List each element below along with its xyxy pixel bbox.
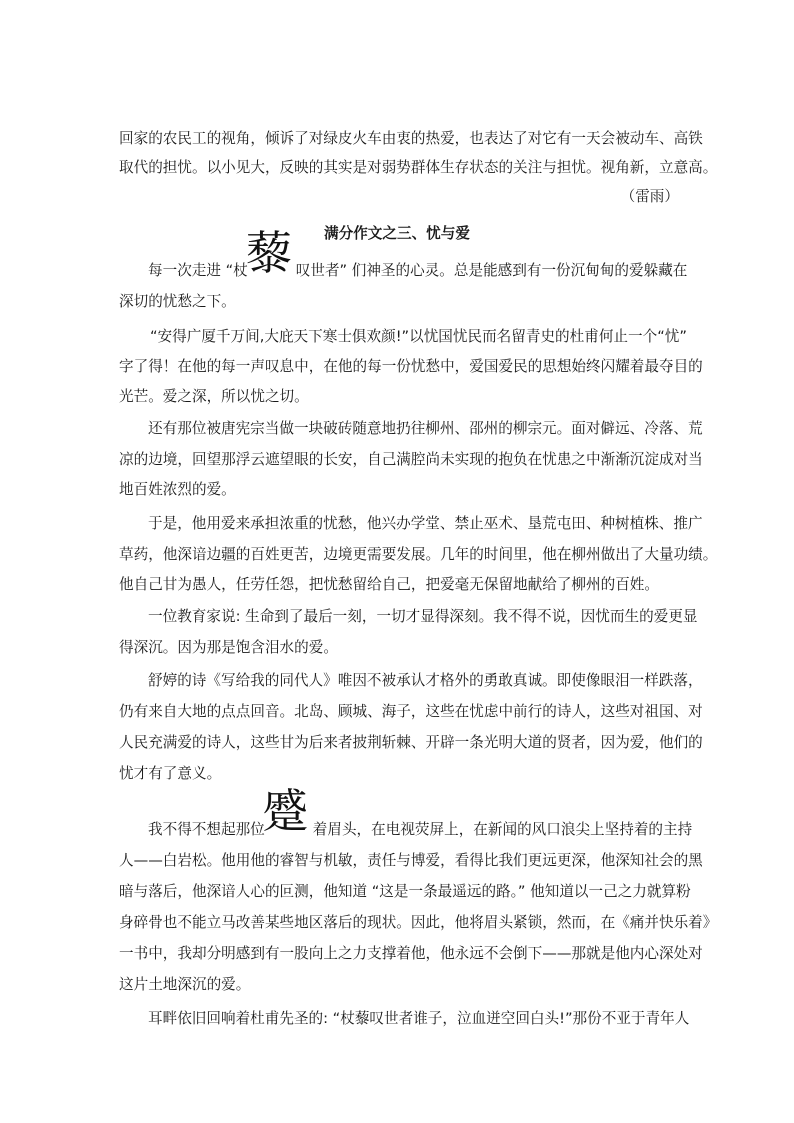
p5-line2: 得深沉。因为那是饱含泪水的爱。 (119, 639, 338, 656)
p7-line2: 人——白岩松。他用他的睿智与机敏，责任与博爱，看得比我们更远更深，他深知社会的黑 (119, 852, 703, 869)
p7-line1 (148, 821, 708, 839)
p6-line1: 舒婷的诗《写给我的同代人》唯因不被承认才格外的勇敢真诚。即使像眼泪一样跌落， (148, 672, 703, 689)
p2-line3: 光芒。爱之深，所以忧之切。 (119, 388, 309, 405)
p1-before: 每一次走进 “杖 (148, 262, 248, 279)
p7-after: 着眉头，在电视荧屏上，在新闻的风口浪尖上坚持着的主持 (312, 821, 693, 838)
p7-line5: 一书中，我却分明感到有一股向上之力支撑着他，他永远不会倒下——那就是他内心深处对 (119, 945, 703, 962)
p5-line1: 一位教育家说: 生命到了最后一刻，一切才显得深刻。我不得不说，因忧而生的爱更显 (148, 608, 698, 625)
p7-line6: 这片土地深沉的爱。 (119, 976, 251, 993)
p6-line3: 人民充满爱的诗人，这些甘为后来者披荆斩棘、开辟一条光明大道的贤者，因为爱，他们的 (119, 734, 703, 751)
intro-line-2: 取代的担忧。以小见大，反映的其实是对弱势群体生存状态的关注与担忧。视角新，立意高。 (119, 159, 718, 176)
signature: （雷雨） (620, 188, 679, 205)
p1-line2: 深切的忧愁之下。 (119, 293, 236, 310)
p7-line4: 身碎骨也不能立马改善某些地区落后的现状。因此，他将眉头紧锁，然而，在《痛并快乐着》 (119, 914, 718, 931)
p3-line1: 还有那位被唐宪宗当做一块破砖随意地扔往柳州、邵州的柳宗元。面对僻远、冷落、荒 (148, 420, 703, 437)
p4-line3: 他自己甘为愚人，任劳任怨，把忧愁留给自己，把爱毫无保留地献给了柳州的百姓。 (119, 576, 659, 593)
p1-after: 叹世者” 们神圣的心灵。总是能感到有一份沉甸甸的爱躲藏在 (295, 262, 688, 279)
intro-line-1: 回家的农民工的视角，倾诉了对绿皮火车由衷的热爱，也表达了对它有一天会被动车、高铁 (119, 130, 703, 147)
p1-line1 (148, 262, 708, 280)
p2-line1: “安得广厦千万间,大庇天下寒士俱欢颜!”以忧国忧民而名留青史的杜甫何止一个“忧” (150, 328, 687, 345)
p4-line1: 于是，他用爱来承担浓重的忧愁，他兴办学堂、禁止巫术、垦荒屯田、种树植株、推广 (148, 515, 703, 532)
big-char-cu: 蹙 (262, 784, 308, 838)
essay-title: 满分作文之三、忧与爱 (324, 225, 470, 242)
p7-before: 我不得不想起那位 (148, 821, 265, 838)
p3-line3: 地百姓浓烈的爱。 (119, 481, 236, 498)
p8-line1: 耳畔依旧回响着杜甫先圣的: “杖藜叹世者谁子，泣血迸空回白头!”那份不亚于青年人 (148, 1010, 690, 1027)
p7-line3: 暗与落后，他深谙人心的叵测，他知道 “这是一条最遥远的路。” 他知道以一己之力就算粉 (119, 883, 691, 900)
p6-line2: 仍有来自大地的点点回音。北岛、顾城、海子，这些在忧虑中前行的诗人，这些对祖国、对 (119, 703, 703, 720)
p2-line2: 字了得！在他的每一声叹息中，在他的每一份忧愁中，爱国爱民的思想始终闪耀着最夺目的 (119, 358, 703, 375)
p4-line2: 草药，他深谙边疆的百姓更苦，边境更需要发展。几年的时间里，他在柳州做出了大量功绩。 (119, 546, 718, 563)
p3-line2: 凉的边境，回望那浮云遮望眼的长安，自己满腔尚未实现的抱负在忧患之中渐渐沉淀成对当 (119, 451, 703, 468)
p6-line4: 忧才有了意义。 (119, 765, 222, 782)
big-char-li: 藜 (246, 226, 292, 280)
